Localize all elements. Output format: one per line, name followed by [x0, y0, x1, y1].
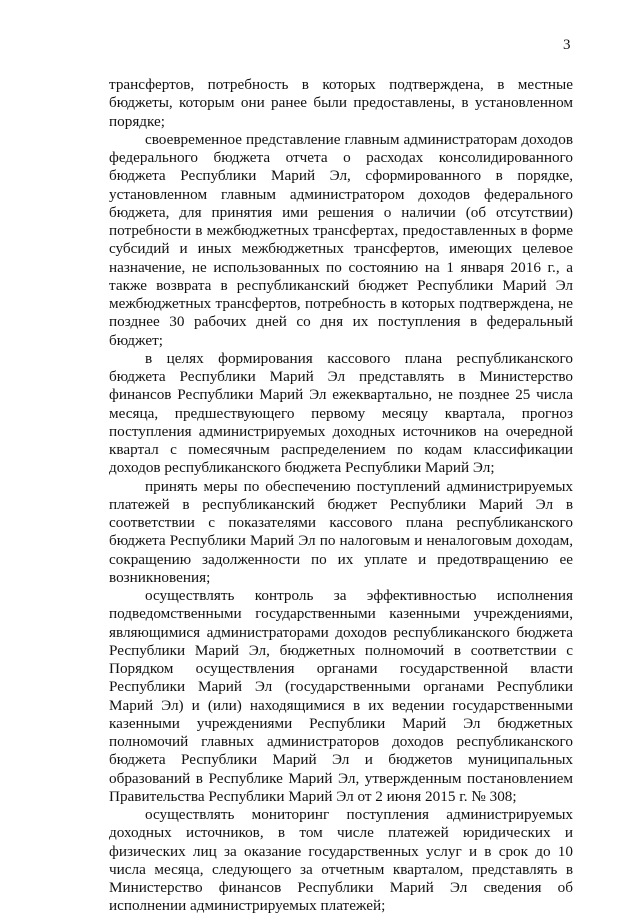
paragraph-federal-report: своевременное представление главным администраторам доходов федерального бюджета отчета о расходах консолидированного бюджета Республики Марий Эл, сформированного в порядке, установленном главным администратором доходов федерального бюджета, для принятия ими решения о наличии (об отсутствии) потребности в межбюджетных трансфертах, предоставленных в форме субсидий и иных межбюджетных трансфертов, имеющих целевое назначение, не использованных по состоянию на 1 января 2016 г., а также возврата в республиканский бюджет Республики Марий Эл межбюджетных трансфертов, потребность в которых подтверждена, не позднее 30 рабочих дней со дня их поступления в федеральный бюджет;: [109, 130, 573, 349]
paragraph-revenue-measures: принять меры по обеспечению поступлений администрируемых платежей в республиканский бюджет Республики Марий Эл в соответствии с показателями кассового плана республиканского бюджета Республики Марий Эл по налоговым и неналоговым доходам, сокращению задолженности по их уплате и предотвращению ее возникновения;: [109, 477, 573, 586]
paragraph-revenue-monitoring: осуществлять мониторинг поступления администрируемых доходных источников, в том числе платежей юридических и физических лиц за оказание государственных услуг и в срок до 10 числа месяца, следующего за отчетным кварталом, представлять в Министерство финансов Республики Марий Эл сведения об исполнении администрируемых платежей;: [109, 806, 573, 915]
paragraph-cash-plan-forecast: в целях формирования кассового плана республиканского бюджета Республики Марий Эл представлять в Министерство финансов Республики Марий Эл ежеквартально, не позднее 25 числа месяца, предшествующего первому месяцу квартала, прогноз поступления администрируемых доходных источников на очередной квартал с помесячным распределением по кодам классификации доходов республиканского бюджета Республики Марий Эл;: [109, 349, 573, 477]
page-number: 3: [563, 37, 571, 53]
paragraph-control-efficiency: осуществлять контроль за эффективностью исполнения подведомственными государственными казенными учреждениями, являющимися администраторами доходов республиканского бюджета Республики Марий Эл, бюджетных полномочий в соответствии с Порядком осуществления органами государственной власти Республики Марий Эл (государственными органами Республики Марий Эл) и (или) находящимися в их ведении государственными казенными учреждениями Республики Марий Эл бюджетных полномочий главных администраторов доходов республиканского бюджета Республики Марий Эл и бюджетов муниципальных образований в Республике Марий Эл, утвержденным постановлением Правительства Республики Марий Эл от 2 июня 2015 г. № 308;: [109, 587, 573, 805]
paragraph-transfers-return: трансфертов, потребность в которых подтверждена, в местные бюджеты, которым они ранее были предоставлены, в установленном порядке;: [109, 76, 573, 130]
document-body: [109, 76, 573, 916]
